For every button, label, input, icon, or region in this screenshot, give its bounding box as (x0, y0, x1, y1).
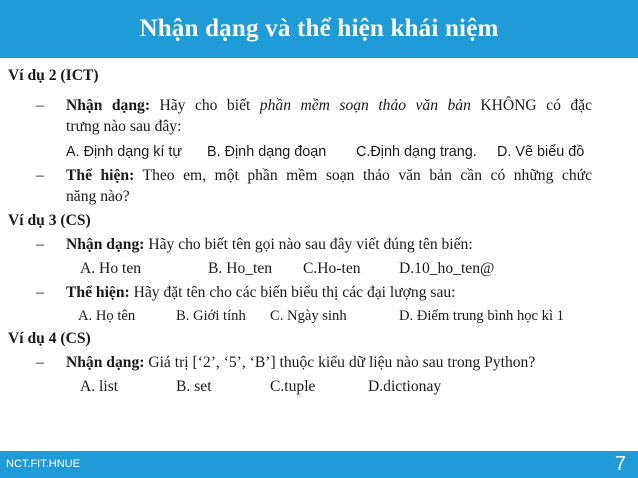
recognize-label: Nhận dạng: (66, 236, 145, 253)
slide-title: Nhận dạng và thể hiện khái niệm (139, 15, 499, 42)
express-label: Thể hiện: (66, 284, 130, 301)
example-4-heading: Ví dụ 4 (CS) (8, 330, 91, 347)
option-a: A. list (80, 378, 119, 395)
option-b: B. set (176, 378, 212, 395)
example-2-heading: Ví dụ 2 (ICT) (8, 67, 99, 84)
express-text: Hãy đặt tên cho các biến biểu thị các đại lượng sau: (129, 284, 456, 301)
title-bar (0, 0, 638, 58)
option-b: B. Ho_ten (208, 260, 273, 277)
example-2-recognize-line1 (66, 96, 592, 116)
option-a: A. Ho ten (80, 260, 142, 277)
example-4-recognize-line (66, 353, 535, 373)
option-c: C.Ho-ten (303, 260, 361, 277)
option-c: C. Ngày sinh (270, 308, 347, 324)
example-2-express-line1 (66, 166, 592, 186)
option-d: D. Vẽ biểu đồ (497, 144, 585, 160)
option-d: D.dictionay (368, 378, 442, 395)
recognize-text-after: KHÔNG có đặc (470, 97, 592, 114)
recognize-text: Giá trị [‘2’, ‘5’, ‘B’] thuộc kiểu dữ liệu nào sau trong Python? (144, 354, 536, 371)
bullet-dash: – (36, 236, 44, 253)
example-3-recognize-line (66, 235, 473, 255)
bullet-dash: – (36, 97, 44, 114)
option-b: B. Giới tính (176, 308, 246, 324)
express-text: Theo em, một phần mềm soạn thảo văn bản cần có những chức (134, 167, 593, 184)
option-d: D.10_ho_ten@ (399, 260, 495, 277)
recognize-text-before: Hãy cho biết (150, 97, 260, 114)
recognize-label: Nhận dạng: (66, 97, 151, 114)
option-d: D. Điểm trung bình học kì 1 (399, 308, 564, 324)
example-3-express-line (66, 283, 456, 303)
bullet-dash: – (36, 354, 44, 371)
example-3-heading: Ví dụ 3 (CS) (8, 212, 91, 229)
option-c: C.Định dạng trang. (356, 144, 477, 160)
express-label: Thể hiện: (66, 167, 135, 184)
footer-bar (0, 451, 638, 478)
option-c: C.tuple (270, 378, 316, 395)
footer-org: NCT.FIT.HNUE (6, 458, 80, 470)
example-2-express-line2: năng nào? (66, 188, 130, 205)
page-number: 7 (614, 453, 626, 475)
bullet-dash: – (36, 284, 44, 301)
option-a: A. Họ tên (78, 308, 136, 324)
bullet-dash: – (36, 167, 44, 184)
recognize-text-italic: phần mềm soạn thảo văn bản (259, 97, 471, 114)
option-b: B. Định dạng đoạn (207, 144, 327, 160)
example-2-recognize-line2: trưng nào sau đây: (66, 118, 182, 135)
recognize-text: Hãy cho biết tên gọi nào sau đây viết đúng tên biến: (144, 236, 473, 253)
recognize-label: Nhận dạng: (66, 354, 145, 371)
option-a: A. Định dạng kí tự (66, 144, 183, 160)
